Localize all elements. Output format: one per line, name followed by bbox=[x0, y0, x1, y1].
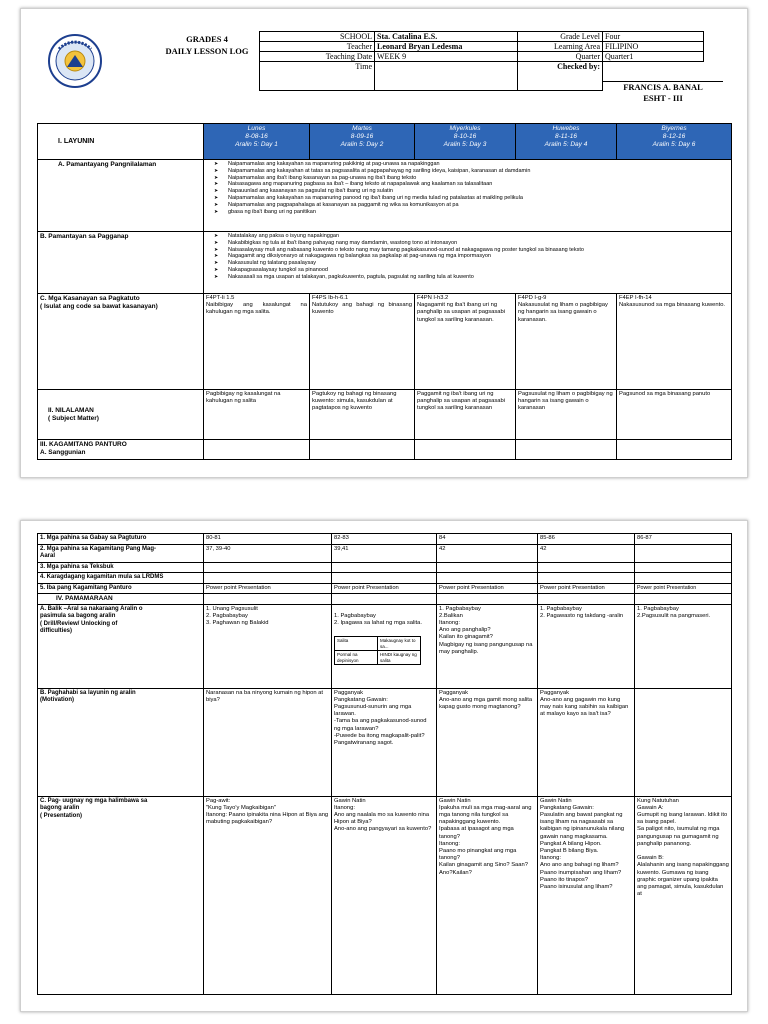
empty-cell bbox=[437, 573, 538, 584]
paghahabi-label: B. Paghahabi sa layunin ng aralin (Motivation) bbox=[38, 688, 204, 796]
page-two bbox=[20, 520, 748, 1012]
empty-cell bbox=[204, 562, 332, 573]
list-item: ➤ Naipamamalas ang kakayahan sa mapanuring panood ng iba't ibang uri ng media tulad ng patalastas at maikling pelikula bbox=[228, 195, 729, 202]
principal-title: ESHT - III bbox=[643, 93, 683, 103]
nilalaman-label: II. NILALAMAN ( Subject Matter) bbox=[38, 390, 204, 440]
sanggunian-cell: 84 bbox=[437, 534, 538, 545]
sanggunian-label: 4. Karagdagang kagamitan mula sa LRDMS bbox=[38, 573, 204, 584]
nilalaman-cell: Pagsunod sa mga binasang panuto bbox=[617, 390, 732, 440]
sanggunian-cell: Power point Presentation bbox=[332, 583, 437, 594]
pagganap-list bbox=[206, 233, 729, 281]
sanggunian-cell: 42 bbox=[538, 544, 635, 562]
sanggunian-cell: Power point Presentation bbox=[538, 583, 635, 594]
balik-cell bbox=[332, 604, 437, 688]
sanggunian-cell bbox=[635, 544, 732, 562]
empty-cell bbox=[635, 594, 732, 605]
day-date: 8-12-16 bbox=[662, 133, 686, 140]
paguugnay-cell: Gawin Natin Itanong: Ano ang naalala mo sa kuwento nina Hipon at Biya? Ano-ano ang pangyayari sa kuwento? bbox=[332, 796, 437, 994]
empty-cell bbox=[635, 562, 732, 573]
sanggunian-label: 5. Iba pang Kagamitang Panturo bbox=[38, 583, 204, 594]
day-date: 8-08-16 bbox=[245, 133, 268, 140]
day-header-4 bbox=[516, 124, 617, 160]
empty-cell bbox=[204, 594, 332, 605]
paguugnay-cell: Gawin Natin Ipakuha muli sa mga mag-aaral ang mga tanong nila tungkol sa napakinggang kuwento. Ipabasa at ipasagot ang mga tanong? Itanong: Paano mo pinangkat ang mga tanong? Kailan ginagamit ang Sino? Saan?Ano?Kailan? bbox=[437, 796, 538, 994]
sanggunian-cell: Power point Presentation bbox=[635, 583, 732, 594]
mini-cell: HINDI kaugnay ng salita bbox=[378, 651, 421, 665]
balik-cell: 1. Pagbabaybay 2.Pagsusulit na pangmaseri. bbox=[635, 604, 732, 688]
grade-title: GRADES 4 bbox=[186, 34, 228, 44]
quarter-label: Quarter bbox=[518, 52, 603, 62]
mini-cell: Pormal na depinisyon bbox=[335, 651, 378, 665]
paghahabi-cell: Pagganyak Ano-ano ang gagawin mo kung may nais kang sabihin sa kaibigan at malayo kayo sa isa't isa? bbox=[538, 688, 635, 796]
time-value bbox=[375, 62, 518, 91]
kasanayan-cell: F4PT-Ii 1.5 Naibibigay ang kasalungat na kahulugan ng mga salita. bbox=[204, 294, 310, 390]
pamamaraan-heading: IV. PAMAMARAAN bbox=[38, 594, 204, 605]
list-item: ➤ Naipamamalas ang pagpapahalaga at kasanayan sa paggamit ng wika sa komunikasyon at pa bbox=[228, 202, 729, 209]
lesson-table-top bbox=[37, 123, 732, 460]
empty-cell bbox=[437, 594, 538, 605]
mini-cell: Salita bbox=[335, 637, 378, 651]
empty-cell bbox=[204, 440, 310, 460]
kasanayan-cell: F4PD I-g-9 Nakasusulat ng liham o pagbibigay ng hangarin sa isang gawain o karanasan. bbox=[516, 294, 617, 390]
day-aralin: Aralin 5: Day 4 bbox=[544, 141, 588, 148]
empty-cell bbox=[538, 573, 635, 584]
empty-cell bbox=[415, 440, 516, 460]
day-name: Martes bbox=[352, 125, 372, 132]
list-item: ➤ Nakasusulat ng talatang pasalaysay bbox=[228, 260, 729, 267]
list-item: ➤ Naipamamalas ang iba't ibang kasanayan sa pag-unawa ng iba't ibang teksto bbox=[228, 175, 729, 182]
paguugnay-cell: Pag-awit: "Kung Tayo'y Magkaibigan" Itanong: Paano ipinakita nina Hipon at Biya ang mabuting pagkakaibigan? bbox=[204, 796, 332, 994]
day-aralin: Aralin 5: Day 6 bbox=[652, 141, 696, 148]
empty-cell bbox=[332, 594, 437, 605]
day-date: 8-11-16 bbox=[555, 133, 577, 140]
lesson-table-bottom bbox=[37, 533, 732, 995]
sanggunian-cell: Power point Presentation bbox=[204, 583, 332, 594]
sanggunian-cell: 39,41 bbox=[332, 544, 437, 562]
balik-cell: 1. Pagbabaybay 2. Pagawasto ng takdang -aralin bbox=[538, 604, 635, 688]
nilalaman-cell: Pagtukoy ng bahagi ng binasang kuwento: simula, kasukdulan at pagtatapos ng kuwento bbox=[310, 390, 415, 440]
sanggunian-label: 3. Mga pahina sa Teksbuk bbox=[38, 562, 204, 573]
empty-cell bbox=[617, 440, 732, 460]
list-item: ➤ Naipamamalas ang kakayahan sa mapanuring pakikinig at pag-unawa sa napakinggan bbox=[228, 161, 729, 168]
kasanayan-label: C. Mga Kasanayan sa Pagkatuto ( Isulat ang code sa bawat kasanayan) bbox=[38, 294, 204, 390]
paguugnay-cell: Gawin Natin Pangkatang Gawain: Pasulatin ang bawat pangkat ng isang liham na nagsasabi sa kaibigan ng ipinanunukala nilang gawain nang magkasama. Pangkat A bilang Hipon. Pangkat B bilang Biya. Itanong: Ano ano ang bahagi ng liham? Paano inumpisahan ang liham? Paano ito tinapos? Paano isinusulat ang liham? bbox=[538, 796, 635, 994]
list-item: ➤ Nakabibigkas ng tula at iba't ibang pahayag nang may damdamin, wastong tono at intonasyon bbox=[228, 240, 729, 247]
area-label: Learning Area bbox=[518, 42, 603, 52]
nilalaman-cell: Pagbibigay ng kasalungat na kahulugan ng salita bbox=[204, 390, 310, 440]
date-label: Teaching Date bbox=[260, 52, 375, 62]
list-item: ➤ Nakapagsasalaysay tungkol sa pinanood bbox=[228, 267, 729, 274]
day-name: Huwebes bbox=[552, 125, 580, 132]
time-label: Time bbox=[260, 62, 375, 91]
paguugnay-label: C. Pag- uugnay ng mga halimbawa sa bagong aralin ( Presentation) bbox=[38, 796, 204, 994]
empty-cell bbox=[332, 573, 437, 584]
empty-cell bbox=[538, 562, 635, 573]
paghahabi-cell: Pagganyak Pangkatang Gawain: Pagsusunud-sunurin ang mga larawan. -Tama ba ang pagkakasunod-sunod ng mga larawan? -Puwede ba itong magkapalit-palit? Pangatwiranang sagot. bbox=[332, 688, 437, 796]
layunin-heading: I. LAYUNIN bbox=[38, 124, 204, 160]
empty-cell bbox=[635, 573, 732, 584]
sanggunian-cell: Power point Presentation bbox=[437, 583, 538, 594]
day-header-5 bbox=[617, 124, 732, 160]
list-item: ➤ Naipamamalas ang kakayahan at tatas sa pagsasalita at pagpapahayag ng sariling ideya, kaisipan, karanasan at damdamin bbox=[228, 168, 729, 175]
empty-cell bbox=[332, 562, 437, 573]
sanggunian-cell: 85-86 bbox=[538, 534, 635, 545]
empty-cell bbox=[516, 440, 617, 460]
sanggunian-cell: 42 bbox=[437, 544, 538, 562]
teacher-value: Leonard Bryan Ledesma bbox=[375, 42, 518, 52]
grade-value: Four bbox=[603, 32, 704, 42]
sanggunian-cell: 86-87 bbox=[635, 534, 732, 545]
log-subtitle: DAILY LESSON LOG bbox=[165, 46, 249, 56]
pagganap-content bbox=[204, 232, 732, 294]
teacher-label: Teacher bbox=[260, 42, 375, 52]
kagamitan-label: III. KAGAMITANG PANTURO A. Sanggunian bbox=[38, 440, 204, 460]
nilalaman-cell: Pagsusulat ng liham o pagbibigay ng hangarin sa isang gawain o karanasan bbox=[516, 390, 617, 440]
kasanayan-cell: F4PS Ib-h-6.1 Natutukoy ang bahagi ng binasang kuwento bbox=[310, 294, 415, 390]
balik-label: A. Balik –Aral sa nakaraang Aralin o pasimula sa bagong aralin ( Drill/Review/ Unlocking of difficulties) bbox=[38, 604, 204, 688]
area-value: FILIPINO bbox=[603, 42, 704, 52]
school-value: Sta. Catalina E.S. bbox=[375, 32, 518, 42]
balik-text: 1. Pagbabaybay 2. Ipagawa sa lahat ng mga salita. bbox=[334, 612, 422, 626]
list-item: ➤ Natatalakay ang paksa o isyung napakinggan bbox=[228, 233, 729, 240]
principal-block bbox=[603, 81, 723, 104]
paghahabi-cell: Naranasan na ba ninyong kumain ng hipon at biya? bbox=[204, 688, 332, 796]
date-value: WEEK 9 bbox=[375, 52, 518, 62]
pamantayang-label: A. Pamantayang Pangnilalaman bbox=[38, 160, 204, 232]
balik-cell: 1. Unang Pagsusulit 2. Pagbabaybay 3. Paghawan ng Balakid bbox=[204, 604, 332, 688]
principal-name: FRANCIS A. BANAL bbox=[603, 81, 723, 93]
day-name: Biyernes bbox=[661, 125, 687, 132]
list-item: ➤ Napauunlad ang kasanayan sa pagsulat ng iba't ibang uri ng sulatin bbox=[228, 188, 729, 195]
mini-cell: Makaugnay kot to sa... bbox=[378, 637, 421, 651]
page-one bbox=[20, 8, 748, 478]
dll-header bbox=[37, 29, 731, 111]
list-item: ➤ Nakasasali sa mga usapan at talakayan, pagkukuwento, pagtula, pagsulat ng sariling tula at kuwento bbox=[228, 274, 729, 281]
concept-map-table bbox=[334, 636, 421, 665]
list-item: ➤ Naisasalaysay muli ang nabasang kuwento o teksto nang may tamang pagkakasunod-sunod at nakagagawa ng poster tungkol sa binasang teksto bbox=[228, 247, 729, 254]
quarter-value: Quarter1 bbox=[603, 52, 704, 62]
day-header-3 bbox=[415, 124, 516, 160]
kasanayan-cell: F4EP I-fh-14 Nakasusunod sa mga binasang kuwento. bbox=[617, 294, 732, 390]
list-item: ➤ Naisasagawa ang mapanuring pagbasa sa iba't – ibang teksto at napapalawak ang kaalaman sa talasalitaan bbox=[228, 181, 729, 188]
paguugnay-cell: Kung Natutuhan Gawain A: Gumupit ng isang larawan. Idikit ito sa isang papel. Sa paligot nito, isumulat ng mga pangungusap na gumagamit ng panghalip pananong. Gawain B: Alalahanin ang isang napakinggang kuwento. Gumawa ng isang graphic organizer upang ipakita ang pamagat, simula, kasukdulan at bbox=[635, 796, 732, 994]
nilalaman-cell: Paggamit ng iba't ibang uri ng panghalip sa usapan at pagsasabi tungkol sa sariling karanasan bbox=[415, 390, 516, 440]
day-aralin: Aralin 5: Day 1 bbox=[235, 141, 278, 148]
day-aralin: Aralin 5: Day 2 bbox=[340, 141, 384, 148]
day-date: 8-10-16 bbox=[453, 133, 477, 140]
deped-seal-icon bbox=[47, 33, 103, 89]
empty-cell bbox=[538, 594, 635, 605]
sanggunian-label: 1. Mga pahina sa Gabay sa Pagtuturo bbox=[38, 534, 204, 545]
list-item: ➤ Nagagamit ang diksiyonaryo at nakagagawa ng balangkas sa pagkalap at pag-unawa ng mga impormasyon bbox=[228, 253, 729, 260]
sanggunian-label: 2. Mga pahina sa Kagamitang Pang Mag- Aaral bbox=[38, 544, 204, 562]
kasanayan-cell: F4PN I-h3.2 Nagagamit ng iba't ibang uri ng panghalip sa usapan at pagsasabi tungkol sa sariling karanasan. bbox=[415, 294, 516, 390]
sanggunian-cell: 82-83 bbox=[332, 534, 437, 545]
day-aralin: Aralin 5: Day 3 bbox=[443, 141, 487, 148]
sanggunian-cell: 37, 39-40 bbox=[204, 544, 332, 562]
balik-cell: 1. Pagbabaybay 2.Balikan Itanong: Ano ang panghalip? Kailan ito ginagamit? Magbigay ng isang pangungusap na may panghalip. bbox=[437, 604, 538, 688]
school-label: SCHOOL bbox=[260, 32, 375, 42]
empty-cell bbox=[310, 440, 415, 460]
empty-cell bbox=[437, 562, 538, 573]
grade-label: Grade Level bbox=[518, 32, 603, 42]
day-name: Lunes bbox=[247, 125, 266, 132]
checked-label: Checked by: bbox=[518, 62, 603, 91]
paghahabi-cell: Pagganyak Ano-ano ang mga gamit mong salita kapag gusto mong magtanong? bbox=[437, 688, 538, 796]
sanggunian-cell: 80-81 bbox=[204, 534, 332, 545]
pagganap-label: B. Pamantayan sa Pagganap bbox=[38, 232, 204, 294]
day-header-2 bbox=[310, 124, 415, 160]
pamantayang-list bbox=[206, 161, 729, 215]
empty-cell bbox=[204, 573, 332, 584]
list-item: ➤ gbasa ng iba't ibang uri ng panitikan bbox=[228, 209, 729, 216]
day-name: Miyerkules bbox=[449, 125, 481, 132]
pamantayang-content bbox=[204, 160, 732, 232]
paghahabi-cell bbox=[635, 688, 732, 796]
day-date: 8-09-16 bbox=[350, 133, 374, 140]
day-header-1 bbox=[204, 124, 310, 160]
